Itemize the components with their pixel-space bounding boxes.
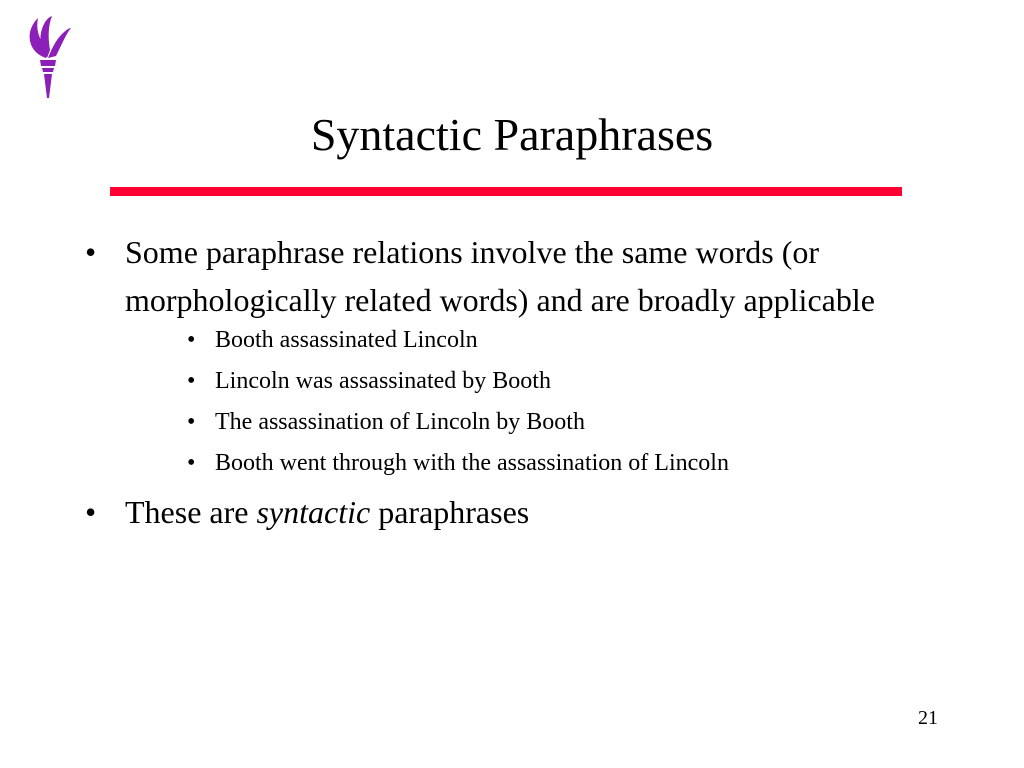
sub-bullet-marker: • bbox=[187, 450, 196, 476]
bullet-marker: • bbox=[85, 234, 97, 270]
title-underline-rule bbox=[110, 187, 902, 196]
sub-bullet-marker: • bbox=[187, 368, 196, 394]
sub-bullet-marker: • bbox=[187, 327, 196, 353]
bullet-text-emphasis: syntactic bbox=[256, 494, 371, 530]
sub-bullet-marker: • bbox=[187, 409, 196, 435]
sub-bullet-text: Lincoln was assassinated by Booth bbox=[215, 368, 551, 394]
sub-bullet-text: Booth assassinated Lincoln bbox=[215, 327, 478, 353]
sub-bullet-text: Booth went through with the assassination of Lincoln bbox=[215, 450, 729, 476]
sub-bullet-item bbox=[187, 326, 975, 355]
page-number: 21 bbox=[918, 707, 938, 729]
sub-bullet-item bbox=[187, 367, 975, 396]
bullet-text-prefix: These are bbox=[125, 494, 257, 530]
bullet-text: Some paraphrase relations involve the same words (or morphologically related words) and are broadly applicable bbox=[125, 234, 875, 318]
slide-title: Syntactic Paraphrases bbox=[310, 109, 714, 160]
bullet-item bbox=[85, 488, 955, 536]
torch-icon bbox=[22, 14, 72, 102]
sub-bullet-item bbox=[187, 408, 975, 437]
sub-bullet-item bbox=[187, 449, 975, 478]
bullet-marker: • bbox=[85, 494, 97, 530]
bullet-item bbox=[85, 228, 955, 324]
bullet-list bbox=[0, 228, 1024, 536]
sub-bullet-text: The assassination of Lincoln by Booth bbox=[215, 409, 585, 435]
bullet-text-suffix: paraphrases bbox=[370, 494, 530, 530]
